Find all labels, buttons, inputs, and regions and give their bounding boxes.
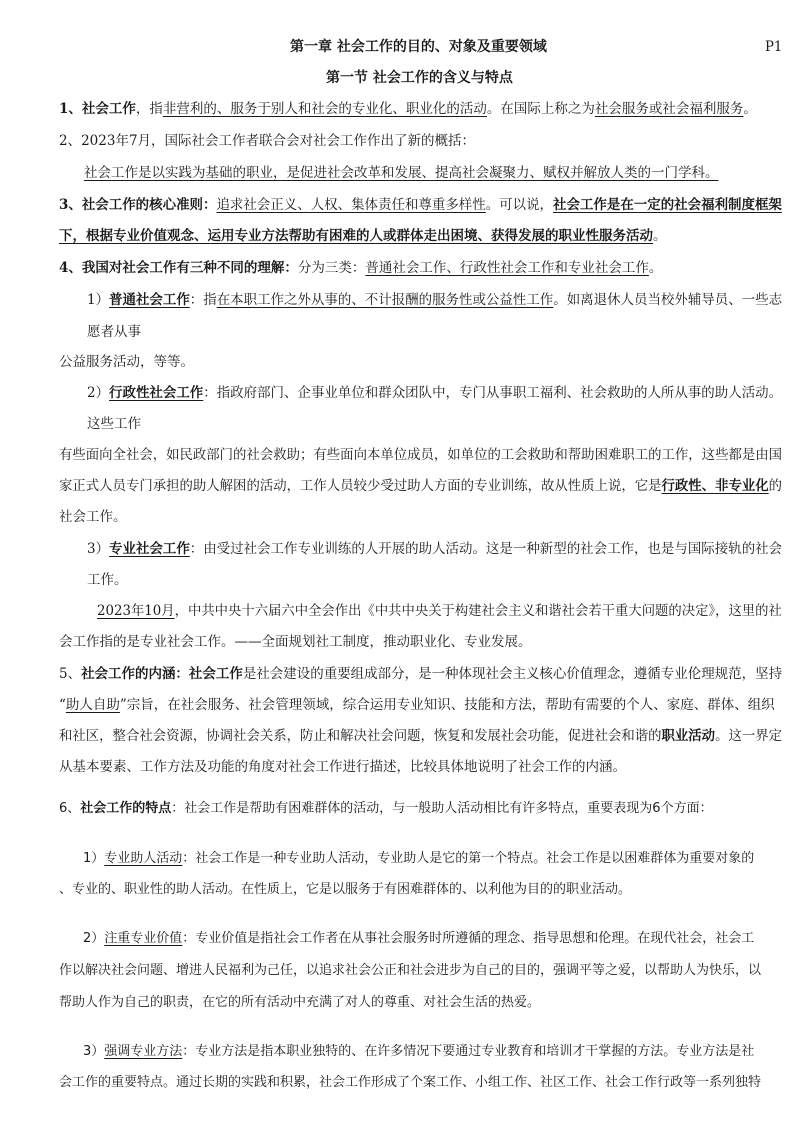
paragraph-6-3: [83, 1042, 754, 1062]
item-number: 1、: [59, 101, 82, 117]
paragraph-4-1-cont: 愿者从事: [87, 324, 141, 340]
item-number: 6、: [59, 801, 81, 816]
paragraph-4-2-cont: [59, 476, 782, 496]
text: ：专业方法是指本职业独特的、在许多情况下要通过专业教育和培训才干掌握的方法。专业方法是社: [182, 1044, 755, 1059]
text: ：社会工作是一种专业助人活动，专业助人是它的第一个特点。社会工作是以困难群体为重要对象的: [182, 851, 755, 866]
paragraph-4-4-cont: 会工作指的是专业社会工作。——全面规划社工制度，推动职业化、专业发展。: [59, 634, 532, 650]
paragraph-6: [59, 799, 713, 819]
term: 职业活动: [661, 728, 716, 744]
term: 普通社会工作: [109, 292, 190, 308]
text: “: [59, 697, 66, 713]
text: 。: [743, 101, 757, 117]
paragraph-6-2: [83, 929, 754, 949]
term: 专业社会工作: [109, 541, 190, 557]
page-number: P1: [765, 39, 783, 55]
text: 。可以说，: [485, 197, 554, 213]
item-number: 1）: [83, 851, 105, 866]
chapter-title: 第一章 社会工作的目的、对象及重要领域: [290, 39, 547, 55]
text: 。如离退休人员当校外辅导员、一些志: [553, 292, 783, 308]
underlined-text: 强调专业方法: [104, 1044, 183, 1059]
text: ，指: [135, 101, 163, 117]
paragraph-4-4: [97, 601, 782, 621]
paragraph-4-1-cont: 公益服务活动，等等。: [59, 354, 194, 370]
paragraph-5: [59, 664, 782, 684]
paragraph-2: 2、2023年7月，国际社会工作者联合会对社会工作作出了新的概括：: [59, 133, 476, 149]
text: 分为三类：: [297, 260, 366, 276]
paragraph-3: [59, 195, 782, 215]
paragraph-4-2-cont: 这些工作: [87, 416, 141, 432]
text: 家正式人员专门承担的助人解困的活动，工作人员较少受过助人方面的专业训练，故从性质上说，它是: [59, 478, 662, 494]
definition-quote: 社会工作是以实践为基础的职业，是促进社会改革和发展、提高社会凝聚力、赋权并解放人类的一门学科。: [84, 165, 719, 181]
paragraph-1: [59, 99, 757, 119]
underlined-text: 下，根据专业价值观念、运用专业方法帮助有困难的人或群体走出困境、获得发展的职业性服务活动: [59, 228, 653, 244]
underlined-text: 普通社会工作、行政性社会工作和专业社会工作: [365, 260, 649, 276]
text: ：社会工作是帮助有困难群体的活动，与一般助人活动相比有许多特点，重要表现为6个方面：: [171, 801, 713, 816]
paragraph-6-2-cont: 作以解决社会问题、增进人民福利为己任，以追求社会公正和社会进步为自己的目的，强调平等之爱，以帮助人为快乐，以: [59, 963, 762, 978]
item-number: 3）: [87, 541, 110, 557]
underlined-text: 在本职工作之外从事的、不计报酬的服务性或公益性工作: [216, 292, 554, 308]
underlined-text: 注重专业价值: [104, 931, 183, 946]
underlined-text: 2023年10月: [97, 603, 175, 619]
underlined-text: 助人自助: [65, 697, 120, 713]
text: ，中共中央十六届六中全会作出《中共中央关于构建社会主义和谐社会若干重大问题的决定》，这里的社: [174, 603, 782, 619]
paragraph-5-cont: 从基本要素、工作方法及功能的角度对社会工作进行描述，比较具体地说明了社会工作的内涵。: [59, 759, 626, 775]
paragraph-4: [59, 258, 662, 278]
term: 行政性社会工作: [109, 385, 204, 401]
paragraph-5-cont: [59, 726, 782, 746]
paragraph-4-3: [87, 539, 782, 559]
underlined-text: 专业助人活动: [104, 851, 183, 866]
paragraph-4-3-cont: 工作。: [87, 572, 128, 588]
text: 。在国际上称之为: [486, 101, 595, 117]
lead-text: 社会工作的特点: [80, 801, 172, 816]
text: ：由受过社会工作专业训练的人开展的助人活动。这是一种新型的社会工作，也是与国际接轨的社会: [189, 541, 783, 557]
text: 。: [648, 260, 663, 276]
lead-text: 4、我国对社会工作有三种不同的理解：: [59, 260, 298, 276]
text: ：指: [189, 292, 217, 308]
paragraph-6-1: [83, 849, 754, 869]
item-number: 2）: [87, 385, 110, 401]
term: 社会工作: [188, 666, 243, 682]
paragraph-5-cont: [59, 695, 775, 715]
underlined-text: 社会服务或社会福利服务: [594, 101, 744, 117]
text: 的: [768, 478, 783, 494]
term: 社会工作: [81, 101, 136, 117]
text: 。这一界定: [715, 728, 783, 744]
paragraph-6-1-cont: 、专业的、职业性的助人活动。在性质上，它是以服务于有困难群体的、以利他为目的的职业活动。: [59, 882, 632, 897]
text: ：专业价值是指社会工作者在从事社会服务时所遵循的理念、指导思想和伦理。在现代社会，社会工: [182, 931, 755, 946]
lead-text: 社会工作的内涵：: [81, 666, 189, 682]
underlined-text: 非营利的、服务于别人和社会的专业化、职业化的活动: [162, 101, 487, 117]
item-number: 1）: [87, 292, 110, 308]
paragraph-4-2: [87, 383, 782, 403]
paragraph-6-2-cont: 帮助人作为自己的职责，在它的所有活动中充满了对人的尊重、对社会生活的热爱。: [59, 995, 541, 1010]
lead-text: 3、社会工作的核心准则：: [59, 197, 217, 213]
paragraph-4-1: [87, 290, 782, 310]
item-number: 5、: [59, 666, 82, 682]
paragraph-3-cont: [59, 226, 667, 246]
paragraph-4-2-cont: 有些面向全社会，如民政部门的社会救助；有些面向本单位成员，如单位的工会救助和帮助困难职工的工作，这些都是由国: [59, 447, 783, 463]
text: 是社会建设的重要组成部分，是一种体现社会主义核心价值理念，遵循专业伦理规范，坚持: [242, 666, 783, 682]
text: ”宗旨，在社会服务、社会管理领域，综合运用专业知识、技能和方法，帮助有需要的个人、家庭、群体、组织: [119, 697, 775, 713]
underlined-text: 行政性、非专业化: [661, 478, 769, 494]
paragraph-4-2-cont: 社会工作。: [59, 509, 127, 525]
text: ：指政府部门、企事业单位和群众团队中，专门从事职工福利、社会救助的人所从事的助人活动。: [203, 385, 783, 401]
paragraph-6-3-cont: 会工作的重要特点。通过长期的实践和积累，社会工作形成了个案工作、小组工作、社区工作、社会工作行政等一系列独特: [59, 1075, 762, 1090]
section-title: 第一节 社会工作的含义与特点: [326, 70, 513, 86]
underlined-text: 社会工作是在一定的社会福利制度框架: [553, 197, 782, 213]
underlined-text: 追求社会正义、人权、集体责任和尊重多样性: [216, 197, 486, 213]
text: 。: [653, 228, 667, 244]
item-number: 3）: [83, 1044, 105, 1059]
text: 和社区，整合社会资源，协调社会关系，防止和解决社会问题，恢复和发展社会功能，促进社会和谐的: [59, 728, 662, 744]
item-number: 2）: [83, 931, 105, 946]
